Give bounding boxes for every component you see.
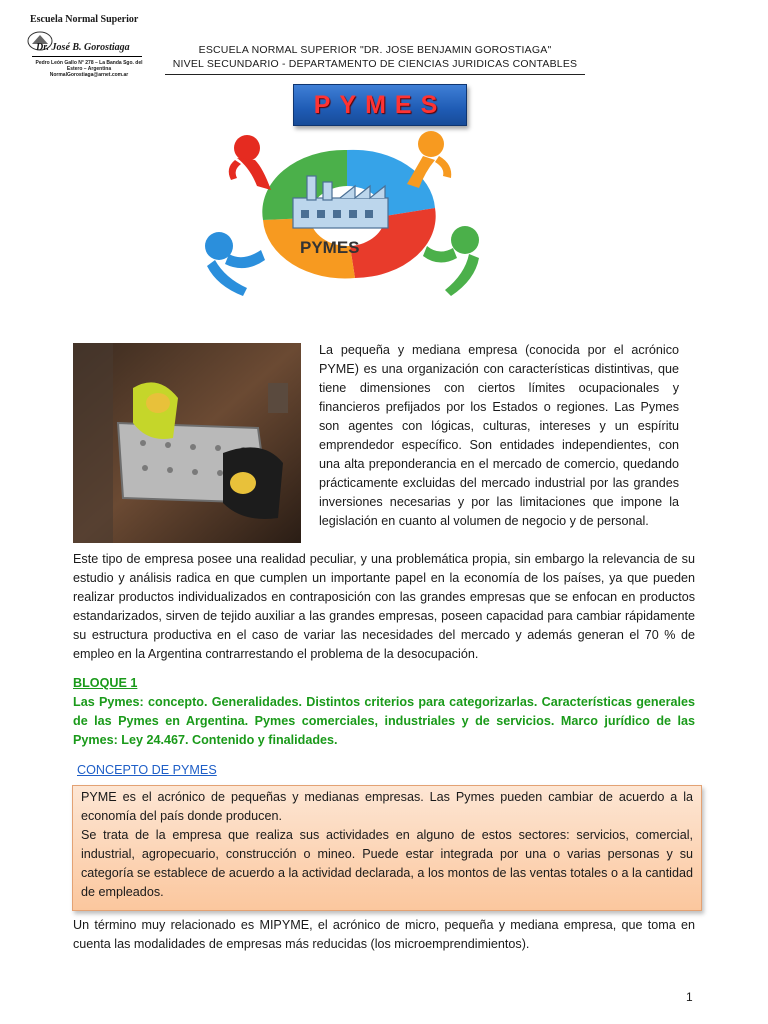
header-school-name: ESCUELA NORMAL SUPERIOR "DR. JOSE BENJAMIN GOROSTIAGA" — [198, 44, 552, 56]
closing-paragraph: Un término muy relacionado es MIPYME, el acrónico de micro, pequeña y mediana empresa, que toma en cuenta las modalidades de empresas más reducidas (los microemprendimientos). — [73, 918, 695, 951]
logo-divider — [32, 56, 142, 57]
page-number: 1 — [686, 990, 693, 1004]
workers-photo — [73, 343, 301, 543]
concept-paragraph-1: PYME es el acrónico de pequeñas y medianas empresas. Las Pymes pueden cambiar de acuerdo a la economía del país donde producen. — [81, 790, 693, 823]
illustration-label: PYMES — [300, 238, 360, 257]
logo-school-line: Escuela Normal Superior — [30, 14, 139, 25]
concept-paragraph-2: Se trata de la empresa que realiza sus actividades en alguno de estos sectores: servicios, comercial, industrial, agropecuario, construcción o mineo. Puede estar integrada por una o varias personas y su categoría se establece de acuerdo a la actividad declarada, a los montos de las ventas totales o a la cantidad de empleados. — [81, 828, 693, 899]
page-title: PYMES — [293, 84, 467, 126]
concept-box — [72, 785, 702, 911]
bloque-title: BLOQUE 1 — [73, 676, 138, 690]
school-logo — [22, 10, 147, 86]
concepto-title: CONCEPTO DE PYMES — [77, 763, 217, 777]
intro-paragraph: La pequeña y mediana empresa (conocida por el acrónico PYME) es una organización con características distintivas, que tiene dimensiones con ciertos límites ocupacionales y financieros prefijados por los Estados o regiones. Las Pymes son agentes con lógicas, culturas, intereses y un espíritu emprendedor específico. Son entidades independientes, con una alta preponderancia en el mercado de comercio, quedando prácticamente excluidas del mercado industrial por las grandes inversiones necesarias y por las limitaciones que impone la legislación en cuanto al volumen de negocio y de personal. — [319, 343, 679, 528]
puzzle-people-factory-illustration — [195, 128, 500, 298]
logo-address: Pedro León Gallo N° 278 – La Banda Sgo. del Estero – Argentina NormalGorostiaga@arnet.com.ar — [35, 60, 143, 78]
second-paragraph: Este tipo de empresa posee una realidad peculiar, y una problemática propia, sin embargo la relevancia de su estudio y análisis radica en que cumplen un importante papel en la economía de los países, ya que pueden realizar productos individualizados en contraposición con las grandes empresas que se enfocan en productos estandarizados, sirven de tejido auxiliar a las grandes empresas, poseen capacidad para cambiar rápidamente su estructura productiva en el caso de variar las necesidades del mercado y además generan el 70 % de empleo en la Argentina contrarrestando el problema de la desocupación. — [73, 552, 695, 661]
header-department: NIVEL SECUNDARIO - DEPARTAMENTO DE CIENCIAS JURIDICAS CONTABLES — [172, 58, 578, 70]
header-rule — [165, 74, 585, 75]
logo-name-line: Dr. José B. Gorostiaga — [36, 42, 130, 53]
bloque-text: Las Pymes: concepto. Generalidades. Distintos criterios para categorizarlas. Características generales de las Pymes en Argentina. Pymes comerciales, industriales y de servicios. Marco jurídico de las Pymes: Ley 24.467. Contenido y finalidades. — [73, 695, 695, 747]
